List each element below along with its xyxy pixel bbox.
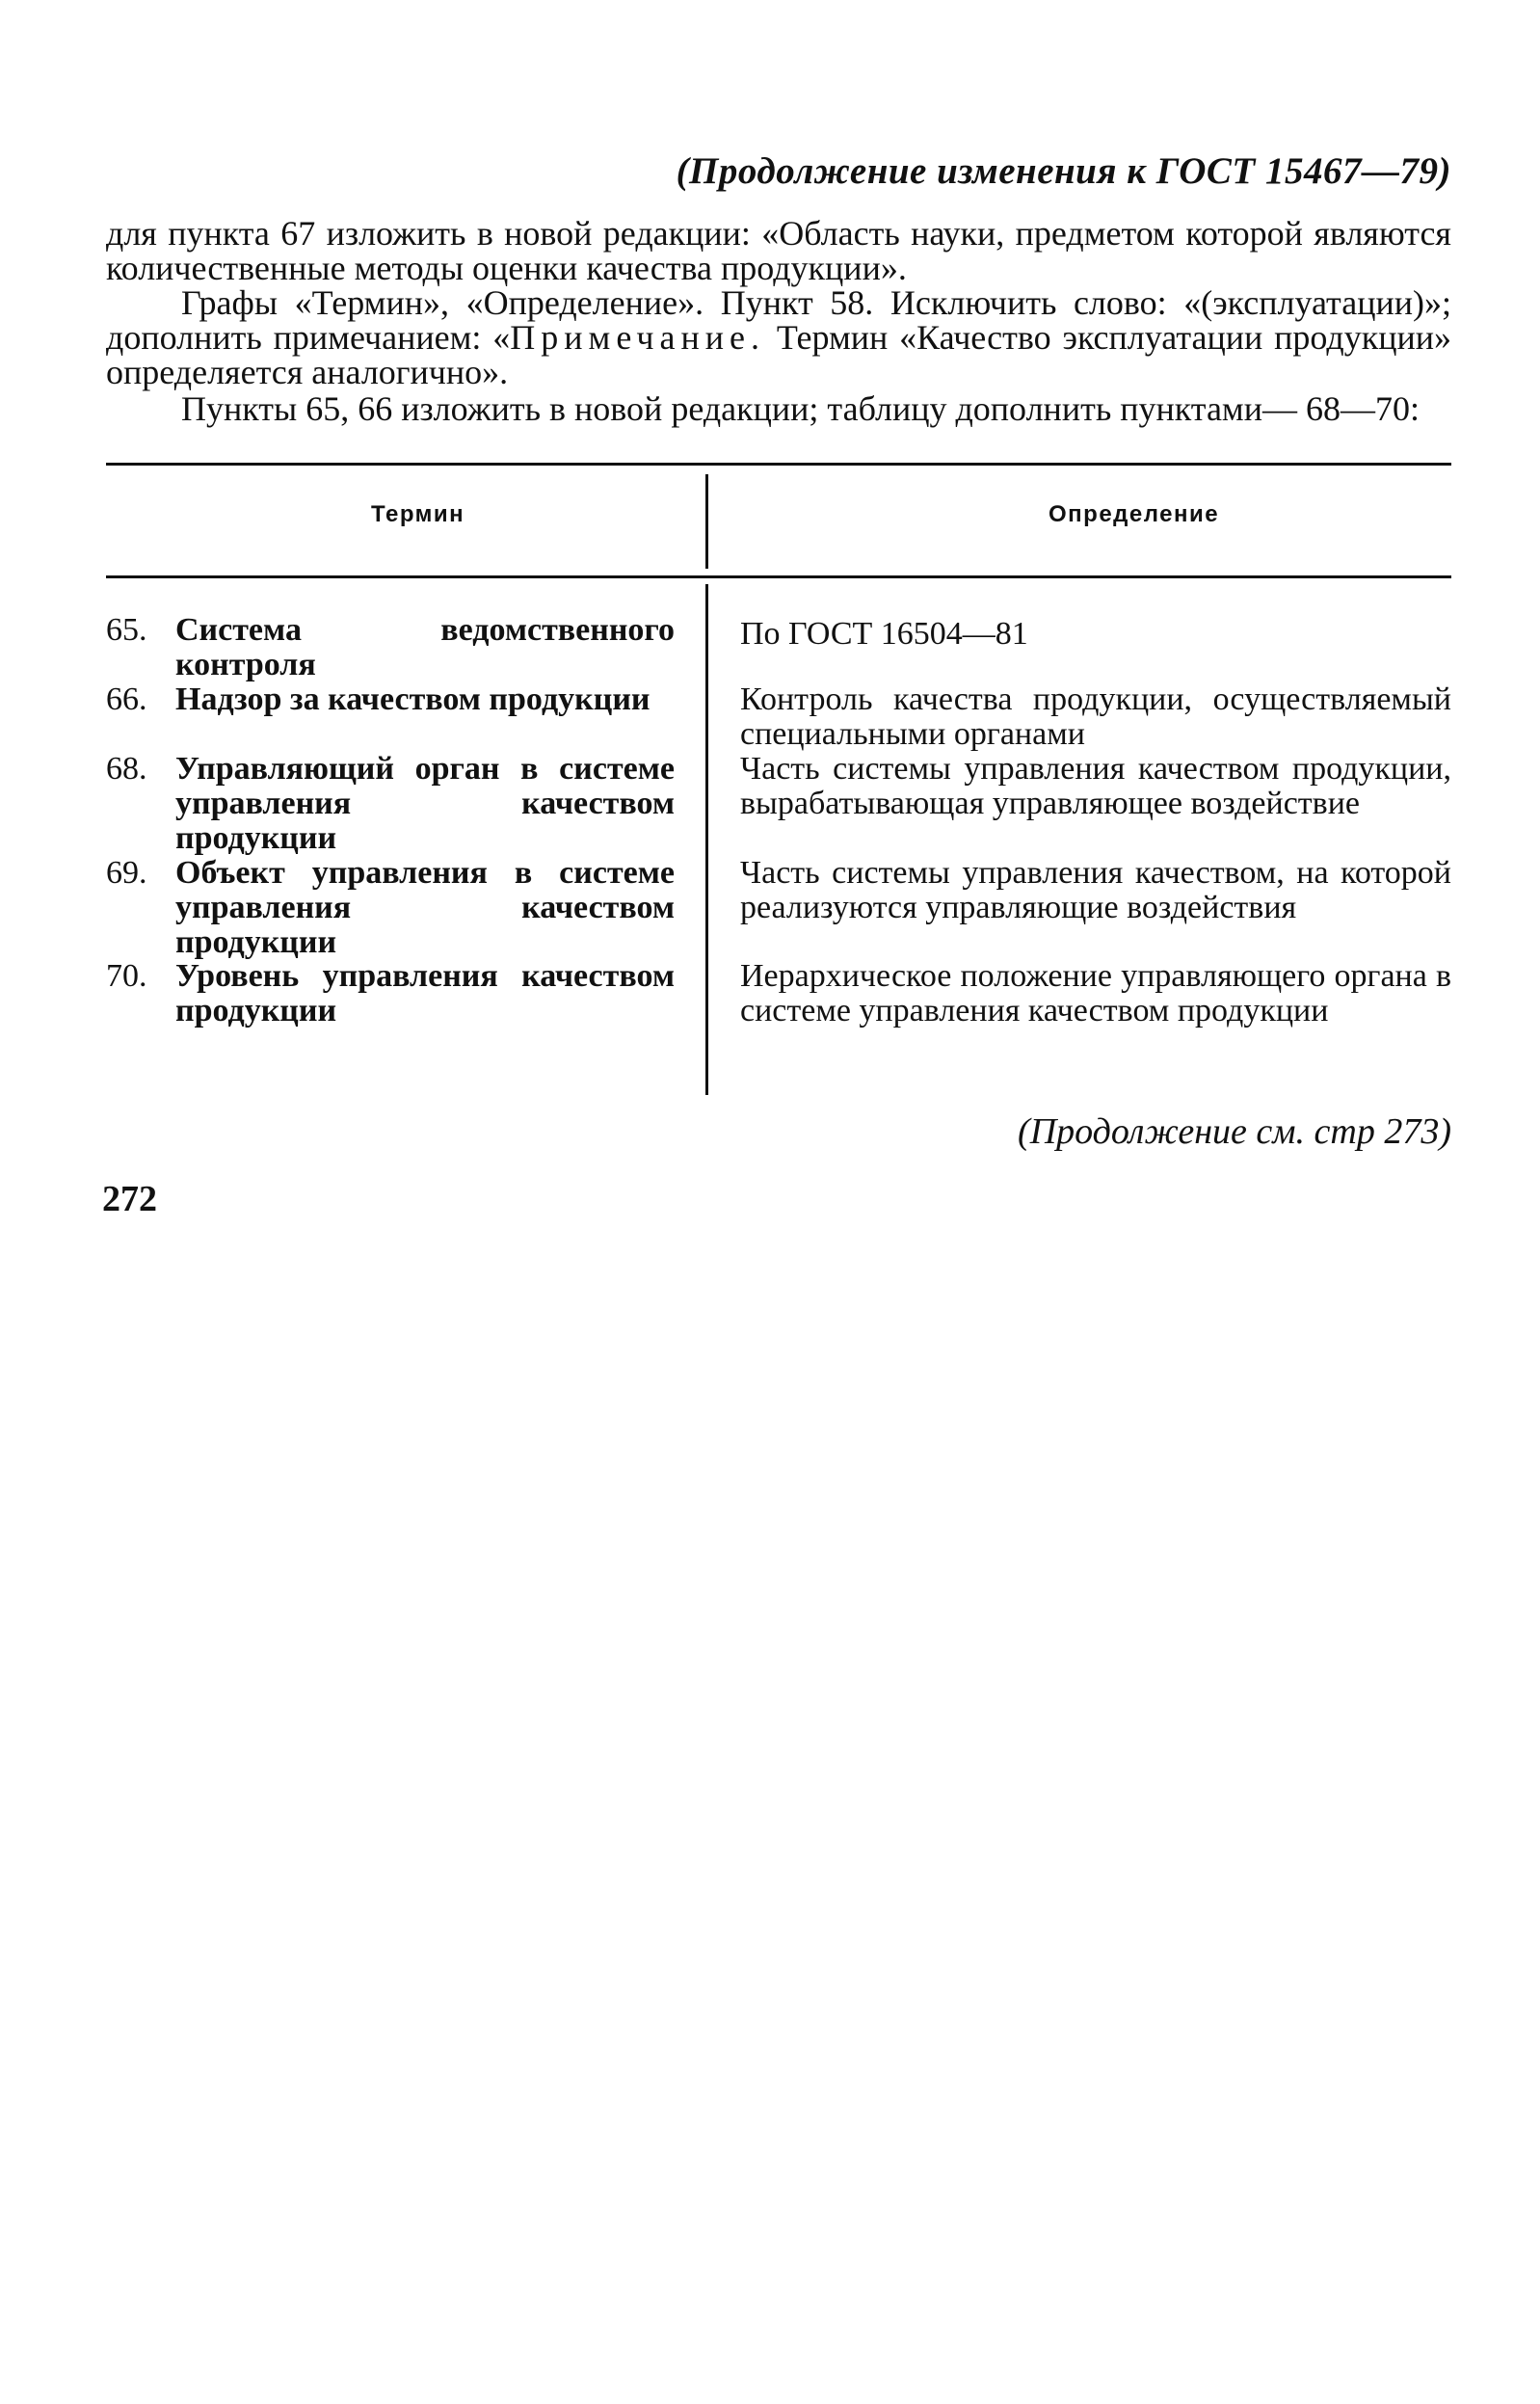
paragraph-2 — [106, 285, 1451, 389]
table-row-definition: Контроль качества продукции, осуществляемый специальными органами — [740, 681, 1451, 752]
term-text: Управляющий орган в системе управления качеством продукции — [175, 751, 675, 856]
table-row-term — [106, 613, 675, 682]
column-header-definition: Определение — [1049, 501, 1220, 527]
table-row-definition: Часть системы управления качеством, на которой реализуются управляющие воздействия — [740, 855, 1451, 925]
row-number: 69. — [106, 855, 147, 891]
table-row-term — [106, 682, 675, 717]
table-row-term — [106, 856, 675, 960]
table-row-definition: Часть системы управления качеством продукции, вырабатывающая управляющее воздействие — [740, 751, 1451, 821]
table-row-definition: По ГОСТ 16504—81 — [740, 616, 1028, 652]
page-number: 272 — [102, 1179, 157, 1219]
table-top-rule — [106, 463, 1451, 466]
paragraph-3 — [106, 391, 1451, 426]
continuation-note: (Продолжение см. стр 273) — [1018, 1111, 1451, 1152]
table-header-rule — [106, 575, 1451, 578]
row-number: 65. — [106, 612, 147, 648]
table-row-term — [106, 959, 675, 1028]
document-header: (Продолжение изменения к ГОСТ 15467—79) — [676, 150, 1451, 192]
term-text: Объект управления в системе управления качеством продукции — [175, 855, 675, 960]
paragraph-2-end: Термин «Качество эксплуатации продукции» определяется аналогично». — [106, 318, 1451, 391]
paragraph-3-text: Пункты 65, 66 изложить в новой редакции; таблицу дополнить пунктами— 68—70: — [181, 389, 1420, 428]
table-row-term — [106, 752, 675, 856]
term-text: Уровень управления качеством продукции — [175, 958, 675, 1028]
row-number: 68. — [106, 751, 147, 787]
table-row-definition: Иерархическое положение управляющего органа в системе управления качеством продукции — [740, 958, 1451, 1028]
row-number: 70. — [106, 958, 147, 994]
table-header-divider — [705, 474, 708, 569]
term-text: Система ведомственного контроля — [175, 612, 675, 682]
table-body-divider — [705, 584, 708, 1095]
row-number: 66. — [106, 681, 147, 717]
term-text: Надзор за качеством продукции — [175, 681, 651, 717]
paragraph-2-start: Графы «Термин», «Определение». Пункт 58. Исключить слово: «(эксплуатации)»; дополнить примечанием: « — [106, 283, 1451, 357]
paragraph-1: для пункта 67 изложить в новой редакции: «Область науки, предметом которой являются количественные методы оценки качества продукции». — [106, 214, 1451, 287]
note-label: Примечание. — [510, 318, 766, 357]
column-header-term: Термин — [371, 501, 465, 527]
